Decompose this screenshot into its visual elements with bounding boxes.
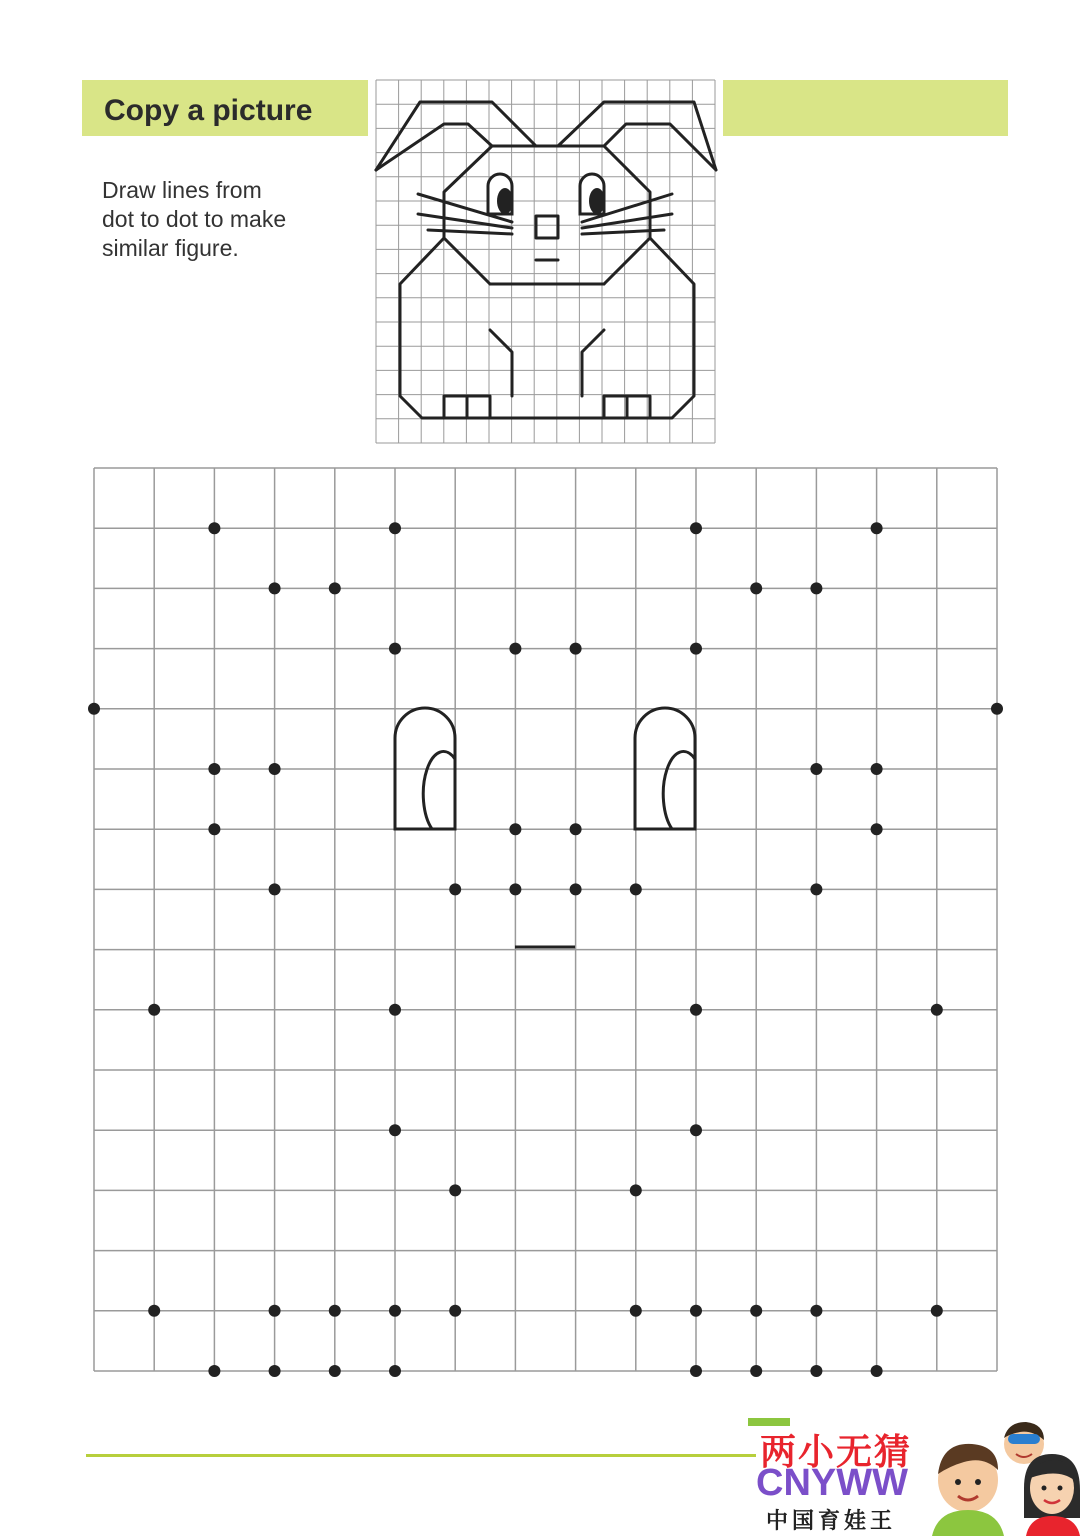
- dot: [630, 1184, 642, 1196]
- dot: [750, 1305, 762, 1317]
- dot: [449, 1184, 461, 1196]
- dot: [269, 1365, 281, 1377]
- dot: [208, 763, 220, 775]
- boy-mascot: [932, 1444, 1004, 1536]
- dot: [269, 582, 281, 594]
- dot: [208, 823, 220, 835]
- dot: [690, 1004, 702, 1016]
- eye-pupil-outline-icon: [423, 751, 455, 829]
- watermark-logo: [748, 1418, 1086, 1536]
- instruction-line: similar figure.: [102, 235, 239, 261]
- dot: [690, 1305, 702, 1317]
- page-title: Copy a picture: [104, 94, 313, 127]
- dot: [810, 763, 822, 775]
- dot: [750, 582, 762, 594]
- practice-eyes: [395, 708, 695, 947]
- dot: [449, 1305, 461, 1317]
- girl-mascot: [1024, 1454, 1080, 1536]
- dot: [871, 763, 883, 775]
- dot: [871, 823, 883, 835]
- dot: [389, 1365, 401, 1377]
- dot: [630, 883, 642, 895]
- dot: [690, 1124, 702, 1136]
- dot: [269, 1305, 281, 1317]
- dot: [570, 823, 582, 835]
- dot: [208, 522, 220, 534]
- dot: [871, 522, 883, 534]
- dot: [148, 1004, 160, 1016]
- dot: [570, 643, 582, 655]
- dot: [991, 703, 1003, 715]
- dot: [690, 643, 702, 655]
- dot: [931, 1305, 943, 1317]
- mascots: [928, 1418, 1086, 1536]
- instruction-line: Draw lines from: [102, 177, 262, 203]
- logo-chinese: 两小无猜: [760, 1432, 913, 1473]
- logo-subtitle: 中国育娃王: [766, 1509, 897, 1534]
- dot: [389, 1124, 401, 1136]
- dot: [148, 1305, 160, 1317]
- dot: [329, 1365, 341, 1377]
- dot: [690, 1365, 702, 1377]
- footer-line: [86, 1454, 756, 1457]
- logo-latin: CNYWW: [756, 1462, 908, 1504]
- dot: [88, 703, 100, 715]
- dot: [570, 883, 582, 895]
- dot: [630, 1305, 642, 1317]
- dot: [389, 1305, 401, 1317]
- dot: [269, 883, 281, 895]
- dot: [509, 643, 521, 655]
- dot: [449, 883, 461, 895]
- dot: [509, 823, 521, 835]
- dot: [810, 1305, 822, 1317]
- dot: [389, 643, 401, 655]
- dot: [509, 883, 521, 895]
- dot: [871, 1365, 883, 1377]
- dot: [810, 582, 822, 594]
- dot: [269, 763, 281, 775]
- dot: [810, 1365, 822, 1377]
- dot: [690, 522, 702, 534]
- dot: [208, 1365, 220, 1377]
- eye-pupil-outline-icon: [663, 751, 695, 829]
- dot: [810, 883, 822, 895]
- dot: [931, 1004, 943, 1016]
- dot: [329, 582, 341, 594]
- instruction-line: dot to dot to make: [102, 206, 287, 232]
- practice-grid: [94, 468, 997, 1371]
- dot: [389, 522, 401, 534]
- dot: [329, 1305, 341, 1317]
- dot: [389, 1004, 401, 1016]
- dot: [750, 1365, 762, 1377]
